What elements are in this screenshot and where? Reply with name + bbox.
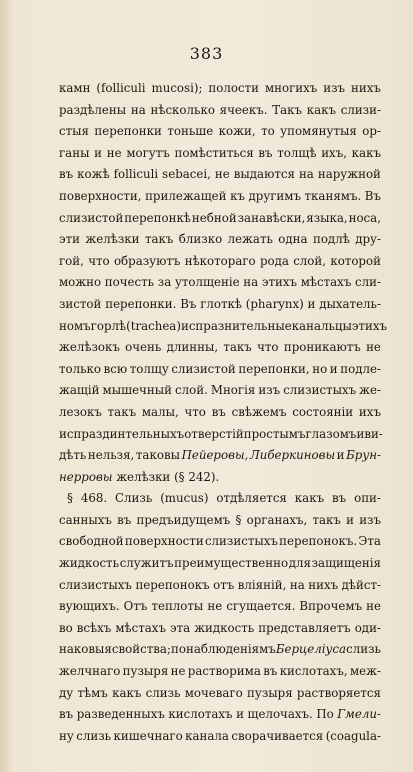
word: представляетъ <box>258 620 351 635</box>
text-line <box>59 100 381 122</box>
word: этихъ <box>351 318 388 333</box>
word: § <box>235 512 242 527</box>
word: помѣститься <box>174 145 254 160</box>
word: ви- <box>364 426 383 441</box>
word: только <box>59 361 102 376</box>
text-line <box>59 467 381 489</box>
word: слизистыхъ <box>204 534 278 549</box>
word: проникаютъ <box>283 340 361 355</box>
word: тоньше <box>167 124 214 139</box>
word: слизистой <box>171 361 236 376</box>
word: ячеекъ. <box>219 102 268 117</box>
word: не <box>106 145 122 160</box>
word: (folliculi <box>96 81 146 95</box>
word: растворима <box>187 664 261 679</box>
page-number: 383 <box>189 44 224 63</box>
word: пузыря <box>247 685 293 700</box>
word: свѣжемъ <box>231 404 287 419</box>
word: мочеваго <box>184 685 243 700</box>
word: всю <box>103 361 128 376</box>
word: нихъ <box>351 81 381 95</box>
word: какъ <box>112 685 142 700</box>
word: Многія <box>210 383 256 398</box>
word: желчнаго <box>59 664 121 679</box>
word: ду <box>59 685 74 700</box>
word: же- <box>359 383 381 398</box>
word: жидкость <box>59 556 120 571</box>
text-line <box>59 294 381 316</box>
word: но <box>312 361 328 376</box>
text-line <box>59 208 381 230</box>
word: и <box>356 426 365 441</box>
word: что <box>257 340 279 355</box>
word: выдаются <box>233 167 295 182</box>
text-line <box>59 229 381 251</box>
word: раздѣлены <box>59 102 127 117</box>
word: 242). <box>188 469 220 484</box>
word: изъ <box>323 81 346 95</box>
word: тканямъ. <box>304 188 362 203</box>
word: нѣкотораго <box>184 253 256 268</box>
word: всѣхъ <box>76 620 112 635</box>
word: упомянутыя <box>280 124 357 139</box>
word: Либеркиновы <box>249 448 336 463</box>
word: глоткѣ <box>200 296 242 311</box>
word: жащій <box>59 383 100 398</box>
word: камн <box>59 81 91 95</box>
word: нерровы <box>59 469 113 484</box>
word: вліяній, <box>237 577 287 592</box>
word: испраздинтельныхъ <box>59 426 185 441</box>
word: могутъ <box>126 145 170 160</box>
word: наблюденіямъ <box>186 642 276 657</box>
text-line <box>59 359 381 381</box>
word: испразнительные <box>180 318 292 333</box>
word: меж- <box>349 664 381 679</box>
word: къ <box>230 188 245 203</box>
word: сли- <box>355 275 381 290</box>
text-line <box>59 445 381 467</box>
word: простымъ <box>243 426 306 441</box>
word: небной <box>191 210 237 225</box>
word: перепонки. <box>105 296 177 311</box>
text-line <box>59 661 381 683</box>
word: сгущается. <box>226 599 296 614</box>
word: въ <box>59 167 74 182</box>
word: этихъ <box>261 275 298 290</box>
word: наружной <box>317 167 381 182</box>
word: щелочахъ. <box>247 707 313 722</box>
text-line <box>59 251 381 273</box>
word: служитъ <box>119 556 174 571</box>
word: перепонки <box>94 124 162 139</box>
word: гой, <box>59 253 84 268</box>
word: перепонокъ. <box>279 534 358 549</box>
text-line <box>59 639 381 661</box>
word: перепонки, <box>238 361 310 376</box>
word: слизь <box>145 685 181 700</box>
word: дру- <box>355 232 381 247</box>
text-line <box>59 726 381 748</box>
word: что <box>88 253 110 268</box>
word: языка, <box>306 210 348 225</box>
word: изъ <box>359 512 381 527</box>
word: канала <box>185 728 229 743</box>
word: лезокъ <box>59 404 102 419</box>
word: полости <box>208 81 259 95</box>
word: Въ <box>364 188 381 203</box>
word: не <box>366 599 381 614</box>
text-line <box>59 164 381 186</box>
word: наковыя <box>59 642 112 657</box>
word: опи- <box>354 491 381 506</box>
word: не <box>207 599 223 614</box>
word: Пейеровы, <box>181 448 249 463</box>
text-line <box>59 575 381 597</box>
word: и <box>329 361 338 376</box>
text-line <box>59 424 381 446</box>
word: слизистыхъ <box>283 383 357 398</box>
word: не <box>214 167 230 182</box>
word: на <box>243 275 259 290</box>
word: другимъ <box>248 188 301 203</box>
word: и <box>236 707 244 722</box>
word: такъ <box>223 340 252 355</box>
word: Берцеліуса <box>275 642 347 657</box>
word: жидкость <box>194 620 255 635</box>
word: поверхности <box>124 534 204 549</box>
word: преимущественно <box>174 556 289 571</box>
word: такъ <box>144 232 174 247</box>
text-line <box>59 596 381 618</box>
word: отдѣляется <box>216 491 287 506</box>
word: номъ <box>59 318 91 333</box>
text-line <box>59 488 381 510</box>
text-line <box>59 510 381 532</box>
word: во <box>59 620 73 635</box>
word: за <box>157 275 172 290</box>
word: подлѣ <box>312 232 350 247</box>
word: таковы <box>135 448 180 463</box>
word: почесть <box>104 275 155 290</box>
word: кислотахъ, <box>279 664 348 679</box>
word: оди- <box>354 620 381 635</box>
word: нихъ <box>308 577 339 592</box>
word: слизистыхъ <box>59 577 132 592</box>
word: занавѣски, <box>237 210 306 225</box>
word: утолщеніе <box>174 275 240 290</box>
word: зистой <box>59 296 102 311</box>
word: носа, <box>348 210 381 225</box>
word: Такъ <box>272 102 302 117</box>
word: (pharynx) <box>245 296 304 311</box>
word: разведенныхъ <box>76 707 165 722</box>
word: санныхъ <box>59 512 112 527</box>
word: Впрочемъ <box>299 599 363 614</box>
word: что <box>184 404 206 419</box>
word: то <box>261 124 275 139</box>
text-line <box>59 531 381 553</box>
word: канальцы <box>291 318 352 333</box>
word: дыхатель- <box>319 296 381 311</box>
word: изъ <box>258 383 281 398</box>
text-line <box>59 316 388 338</box>
word: образуютъ <box>113 253 181 268</box>
word: ну <box>59 728 74 743</box>
word: folliculi <box>113 167 159 182</box>
word: перепонкѣ <box>124 210 191 225</box>
word: для <box>288 556 311 571</box>
text-line <box>59 272 381 294</box>
word: многихъ <box>264 81 318 95</box>
text-line <box>59 121 381 143</box>
word: дѣйст- <box>341 577 381 592</box>
word: по <box>170 642 186 657</box>
word: можно <box>59 275 102 290</box>
word: нѣсколько <box>150 102 215 117</box>
word: (coagula- <box>325 728 381 743</box>
word: въ <box>59 707 74 722</box>
word: прилежащей <box>145 188 227 203</box>
word: въ <box>263 664 278 679</box>
word: Брун- <box>346 448 381 463</box>
text-line <box>59 380 381 402</box>
text-line <box>59 618 381 640</box>
word: такъ <box>107 404 137 419</box>
word: дѣть <box>59 448 87 463</box>
word: желѣзки <box>85 232 140 247</box>
word: sebacei, <box>162 167 211 182</box>
word: Слизь <box>115 491 153 506</box>
text-line <box>59 704 381 726</box>
word: стыя <box>59 124 89 139</box>
word: на <box>289 577 305 592</box>
word: ганы <box>59 145 90 160</box>
word: слой. <box>175 383 208 398</box>
word: защищенія <box>311 556 381 571</box>
word: (trachea) <box>126 318 181 333</box>
word: толщу <box>129 361 169 376</box>
word: растворяется <box>296 685 381 700</box>
word: предъидущемъ <box>136 512 231 527</box>
word: и <box>346 512 354 527</box>
word: и <box>307 296 316 311</box>
word: глазомъ <box>305 426 357 441</box>
word: на <box>298 167 314 182</box>
word: мышечный <box>102 383 172 398</box>
word: какъ <box>306 102 336 117</box>
word: мѣстахъ <box>115 620 166 635</box>
word: кожи, <box>218 124 256 139</box>
word: малы, <box>141 404 179 419</box>
word: Гмели- <box>337 707 381 722</box>
word: свойства; <box>111 642 171 657</box>
text-line <box>59 186 381 208</box>
word: эти <box>59 232 80 247</box>
word: 468. <box>80 491 108 506</box>
word: и <box>94 145 103 160</box>
word: (mucus) <box>160 491 209 506</box>
word: въ <box>332 491 347 506</box>
word: § <box>67 491 73 506</box>
word: ихъ <box>358 404 381 419</box>
word: и <box>336 448 345 463</box>
word: мѣстахъ <box>300 275 352 290</box>
word: слизи- <box>340 102 381 117</box>
word: въ <box>258 145 273 160</box>
word: на <box>130 102 146 117</box>
word: близко <box>178 232 223 247</box>
word: состояніи <box>292 404 354 419</box>
word: перепонокъ <box>135 577 210 592</box>
text-line <box>59 683 381 705</box>
text-line <box>59 337 381 359</box>
word: не <box>170 664 186 679</box>
word: ор- <box>362 124 381 139</box>
word: ихъ, <box>321 145 347 160</box>
word: теплоты <box>151 599 204 614</box>
word: эта <box>170 620 191 635</box>
word: пузыря <box>122 664 169 679</box>
text-line <box>59 402 381 424</box>
word: слизистой <box>59 210 124 225</box>
word: свободной <box>59 534 124 549</box>
word: горлѣ <box>90 318 127 333</box>
text-line <box>59 78 381 100</box>
word: рода <box>259 253 289 268</box>
word: нельзя, <box>87 448 135 463</box>
word: очень <box>125 340 162 355</box>
word: кислотахъ <box>168 707 233 722</box>
word: поверхности, <box>59 188 142 203</box>
word: подле- <box>340 361 381 376</box>
word: органахъ, <box>246 512 308 527</box>
word: mucosi); <box>151 81 203 95</box>
word: отъ <box>213 577 235 592</box>
word: которой <box>330 253 381 268</box>
word: вующихъ. <box>59 599 120 614</box>
word: желѣзки <box>116 469 171 484</box>
word: не <box>366 340 381 355</box>
word: такъ <box>312 512 341 527</box>
word: свoрачивается <box>231 728 324 743</box>
word: тѣмъ <box>77 685 108 700</box>
word: желѣзокъ <box>59 340 120 355</box>
text-line <box>59 143 381 165</box>
body-text <box>59 78 388 747</box>
word: въ <box>211 404 226 419</box>
word: слизь <box>76 728 112 743</box>
word: По <box>316 707 334 722</box>
word: слой, <box>293 253 327 268</box>
word: кишечнаго <box>113 728 183 743</box>
word: какъ <box>351 145 381 160</box>
word: толщѣ <box>277 145 317 160</box>
word: отверстій <box>184 426 244 441</box>
word: Эта <box>358 534 381 549</box>
word: слизь <box>346 642 381 657</box>
word: Отъ <box>123 599 148 614</box>
word: въ <box>117 512 132 527</box>
word: (§ <box>174 469 185 484</box>
word: одна <box>278 232 308 247</box>
word: лежать <box>227 232 273 247</box>
word: Въ <box>180 296 197 311</box>
word: какъ <box>294 491 325 506</box>
word: кожѣ <box>77 167 110 182</box>
text-line <box>59 553 381 575</box>
word: длинны, <box>166 340 219 355</box>
